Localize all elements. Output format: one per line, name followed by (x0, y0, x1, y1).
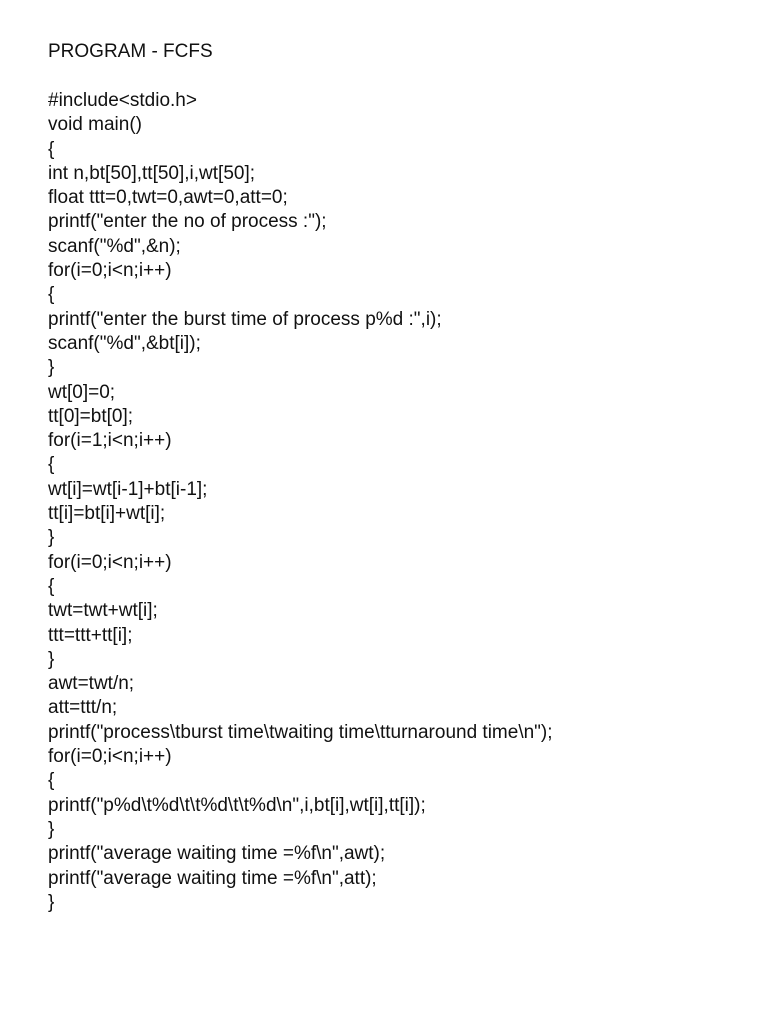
code-line: } (48, 648, 55, 670)
document-title: PROGRAM - FCFS (48, 41, 213, 62)
code-line: #include<stdio.h> (48, 90, 197, 111)
code-line: { (48, 575, 55, 597)
code-line: { (48, 770, 55, 792)
code-line: att=ttt/n; (48, 697, 118, 719)
code-line: scanf("%d",&bt[i]); (48, 332, 201, 354)
code-line: printf("average waiting time =%f\n",awt); (48, 843, 386, 865)
code-line: float ttt=0,twt=0,awt=0,att=0; (48, 187, 288, 209)
code-line: printf("enter the no of process :"); (48, 211, 327, 233)
code-line: { (48, 284, 55, 306)
code-line: tt[i]=bt[i]+wt[i]; (48, 503, 166, 525)
code-line: for(i=0;i<n;i++) (48, 746, 172, 768)
code-line: printf("average waiting time =%f\n",att); (48, 867, 377, 889)
code-line: printf("process\tburst time\twaiting time\tturnaround time\n"); (48, 721, 553, 743)
code-line: printf("enter the burst time of process p%d :",i); (48, 308, 442, 330)
code-line: } (48, 891, 55, 913)
code-line: tt[0]=bt[0]; (48, 405, 134, 427)
code-line: { (48, 454, 55, 476)
code-line: scanf("%d",&n); (48, 235, 181, 257)
code-line: twt=twt+wt[i]; (48, 600, 158, 622)
code-line: for(i=0;i<n;i++) (48, 551, 172, 573)
code-line: } (48, 527, 55, 549)
code-listing (48, 89, 553, 915)
code-line: } (48, 818, 55, 840)
code-line: wt[i]=wt[i-1]+bt[i-1]; (48, 478, 208, 500)
code-line: printf("p%d\t%d\t\t%d\t\t%d\n",i,bt[i],wt[i],tt[i]); (48, 794, 426, 816)
code-line: ttt=ttt+tt[i]; (48, 624, 133, 646)
code-line: wt[0]=0; (48, 381, 116, 403)
code-line: for(i=0;i<n;i++) (48, 260, 172, 282)
code-line: } (48, 357, 55, 379)
code-line: void main() (48, 114, 142, 136)
code-line: int n,bt[50],tt[50],i,wt[50]; (48, 162, 256, 184)
code-line: for(i=1;i<n;i++) (48, 430, 172, 452)
code-line: awt=twt/n; (48, 673, 135, 695)
code-line: { (48, 138, 55, 160)
